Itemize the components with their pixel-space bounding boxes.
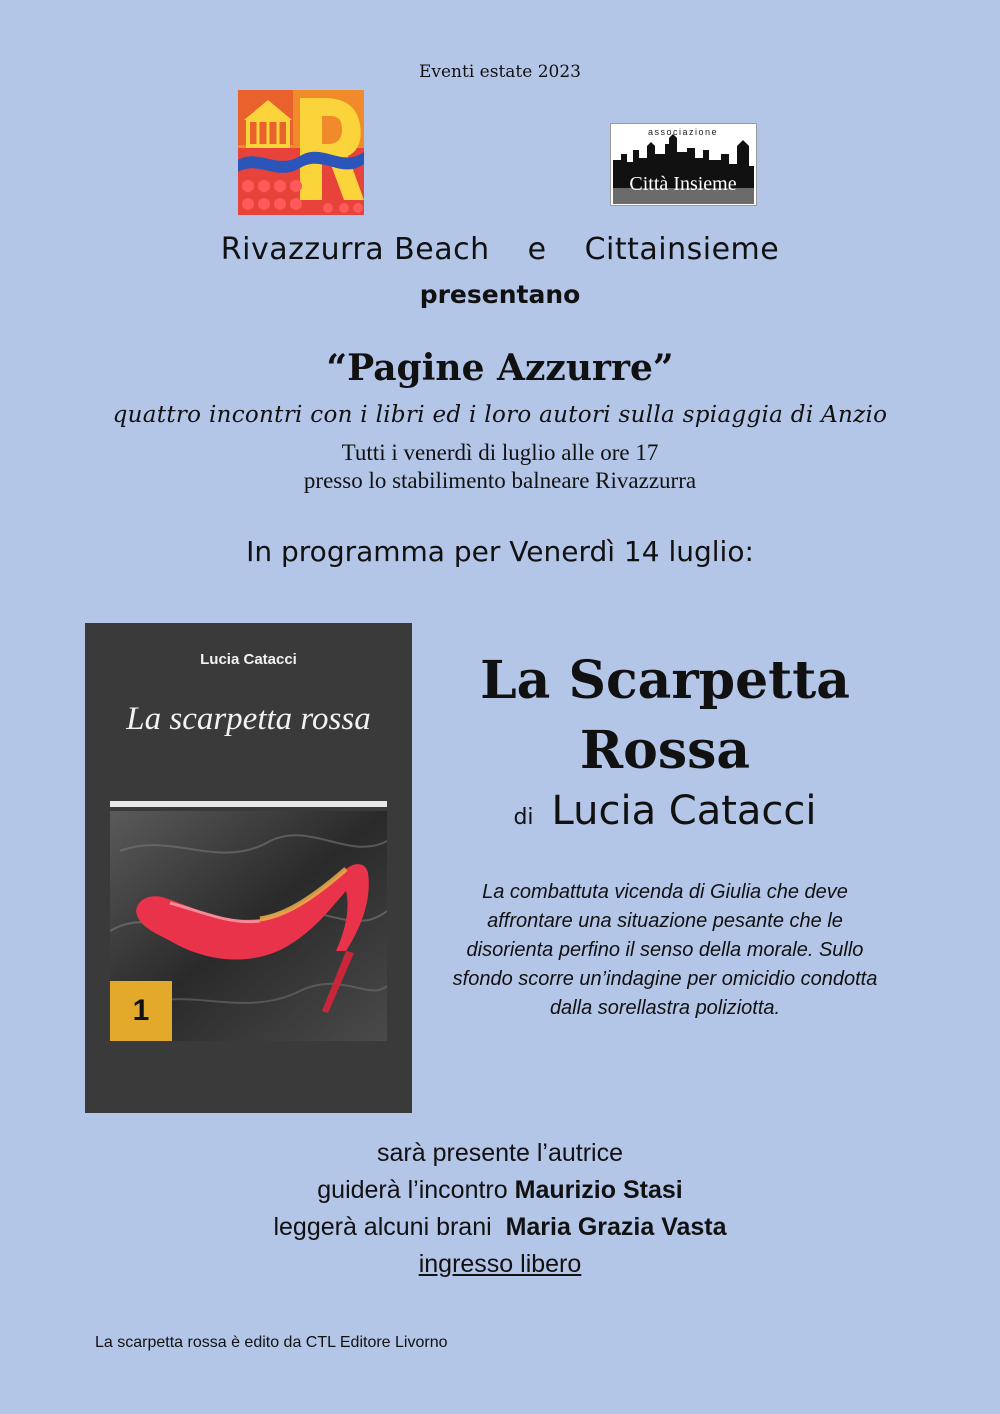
event-title: “Pagine Azzurre” [326,347,674,389]
moderator-prefix: guiderà l’incontro [317,1176,508,1204]
presents-label: presentano [419,280,581,309]
book-title-line2: Rossa [579,720,751,781]
synopsis-line: dalla sorellastra poliziotta. [549,997,781,1019]
partner-rivazzurra: Rivazzurra Beach [220,232,490,267]
logo-name: Città Insieme [629,173,737,195]
rivazzurra-logo [238,90,364,215]
moderator-line [0,1172,1000,1209]
partners-conjunction: e [527,232,547,267]
author-presence-line: sarà presente l’autrice [377,1139,623,1167]
free-entry-label: ingresso libero [418,1250,582,1278]
programme-heading: In programma per Venerdì 14 luglio: [246,535,754,568]
cover-author: Lucia Catacci [200,651,297,668]
venue-line: presso lo stabilimento balneare Rivazzurra [303,468,697,493]
moderator-name: Maurizio Stasi [514,1176,683,1204]
reader-line [0,1209,1000,1246]
event-subtitle: quattro incontri con i libri ed i loro autori sulla spiaggia di Anzio [112,402,888,428]
publisher-note: La scarpetta rossa è edito da CTL Editore Livorno [95,1334,448,1351]
by-word: di [513,805,534,830]
reader-name: Maria Grazia Vasta [505,1213,727,1241]
cover-number-badge: 1 [110,981,172,1041]
logo-small-text: associazione [647,127,719,137]
book-author: Lucia Catacci [551,788,817,834]
partner-cittainsieme: Cittainsieme [584,232,780,267]
synopsis-line: La combattuta vicenda di Giulia che deve [482,881,848,903]
book-cover-image [85,623,412,1113]
synopsis-line: affrontare una situazione pesante che le [487,910,843,932]
citta-insieme-logo [610,123,757,206]
book-synopsis [420,878,910,1023]
cover-band [110,801,387,807]
header-note: Eventi estate 2023 [418,62,581,82]
schedule-line: Tutti i venerdì di luglio alle ore 17 [341,440,659,465]
synopsis-line: disorienta perfino il senso della morale. Sullo [466,939,864,961]
book-title-line1: La Scarpetta [480,650,850,711]
cover-title: La scarpetta rossa [126,701,371,737]
synopsis-line: sfondo scorre un’indagine per omicidio condotta [452,968,878,990]
reader-prefix: leggerà alcuni brani [273,1213,492,1241]
event-credits [0,1135,1000,1283]
book-byline [410,788,920,834]
partners-line [0,232,1000,267]
